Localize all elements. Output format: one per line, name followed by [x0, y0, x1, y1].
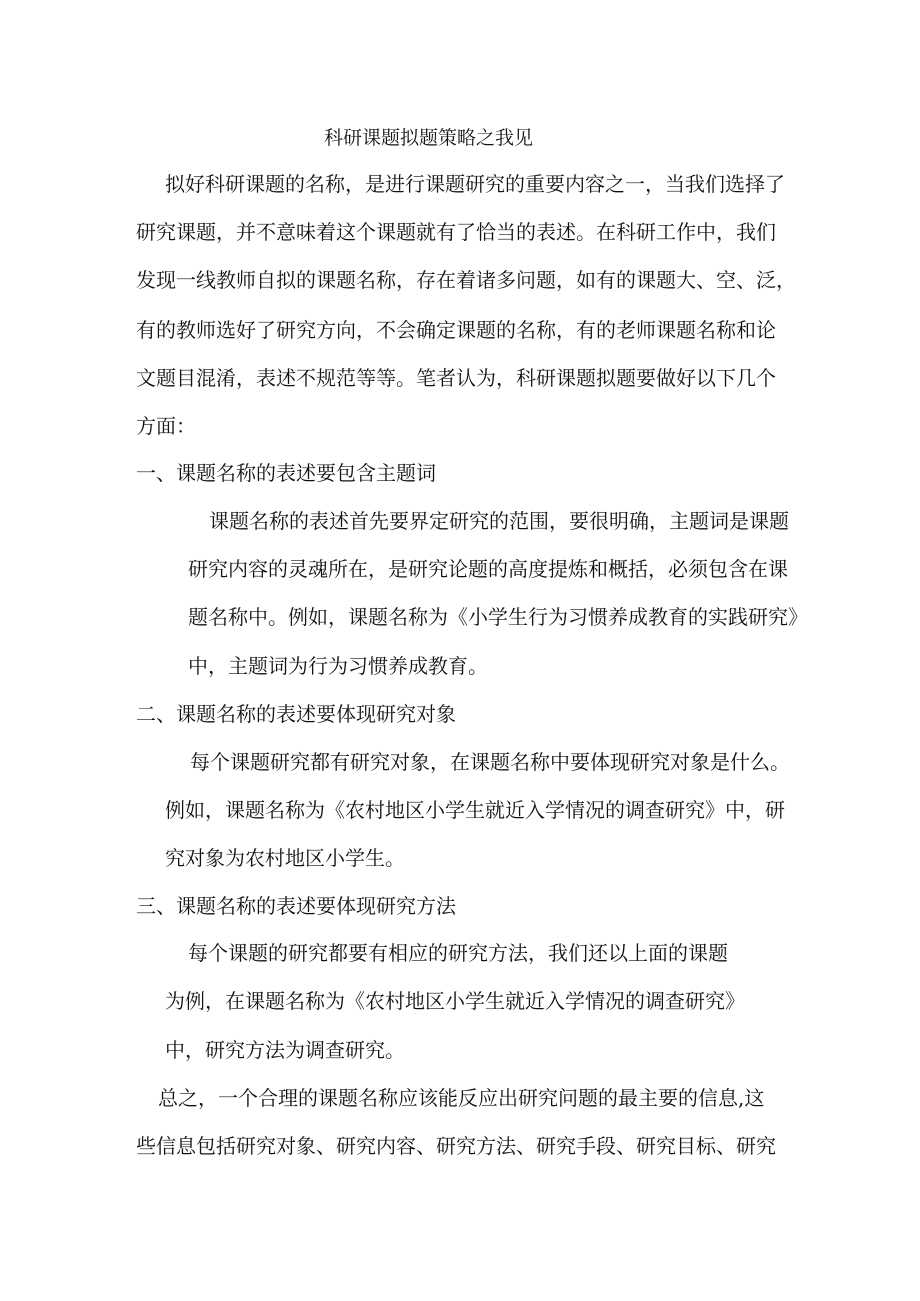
conclusion-line: 总之，一个合理的课题名称应该能反应出研究问题的最主要的信息,这: [158, 1086, 765, 1110]
intro-line: 方面：: [136, 414, 196, 438]
section-heading: 二、课题名称的表述要体现研究对象: [136, 702, 456, 726]
intro-line: 拟好科研课题的名称，是进行课题研究的重要内容之一，当我们选择了: [165, 172, 785, 196]
section-line: 例如，课题名称为《农村地区小学生就近入学情况的调查研究》中，研: [165, 798, 785, 822]
intro-line: 发现一线教师自拟的课题名称，存在着诸多问题，如有的课题大、空、泛，: [136, 268, 796, 292]
section-line: 中，研究方法为调查研究。: [165, 1038, 405, 1062]
document-title: 科研课题拟题策略之我见: [324, 127, 534, 149]
section-heading: 一、课题名称的表述要包含主题词: [136, 461, 436, 485]
section-heading: 三、课题名称的表述要体现研究方法: [136, 894, 456, 918]
section-line: 题名称中。例如，课题名称为《小学生行为习惯养成教育的实践研究》: [188, 605, 808, 629]
section-line: 中，主题词为行为习惯养成教育。: [188, 654, 488, 678]
section-line: 课题名称的表述首先要界定研究的范围，要很明确，主题词是课题: [209, 509, 789, 533]
section-line: 每个课题的研究都要有相应的研究方法，我们还以上面的课题: [188, 941, 728, 965]
section-line: 每个课题研究都有研究对象，在课题名称中要体现研究对象是什么。: [190, 750, 790, 774]
intro-line: 文题目混淆，表述不规范等等。笔者认为，科研课题拟题要做好以下几个: [136, 366, 776, 390]
intro-line: 研究课题，并不意味着这个课题就有了恰当的表述。在科研工作中，我们: [136, 220, 776, 244]
section-line: 研究内容的灵魂所在，是研究论题的高度提炼和概括，必须包含在课: [188, 557, 788, 581]
intro-line: 有的教师选好了研究方向，不会确定课题的名称，有的老师课题名称和论: [136, 318, 776, 342]
conclusion-line: 些信息包括研究对象、研究内容、研究方法、研究手段、研究目标、研究: [136, 1134, 776, 1158]
section-line: 究对象为农村地区小学生。: [165, 846, 405, 870]
section-line: 为例，在课题名称为《农村地区小学生就近入学情况的调查研究》: [165, 989, 745, 1013]
